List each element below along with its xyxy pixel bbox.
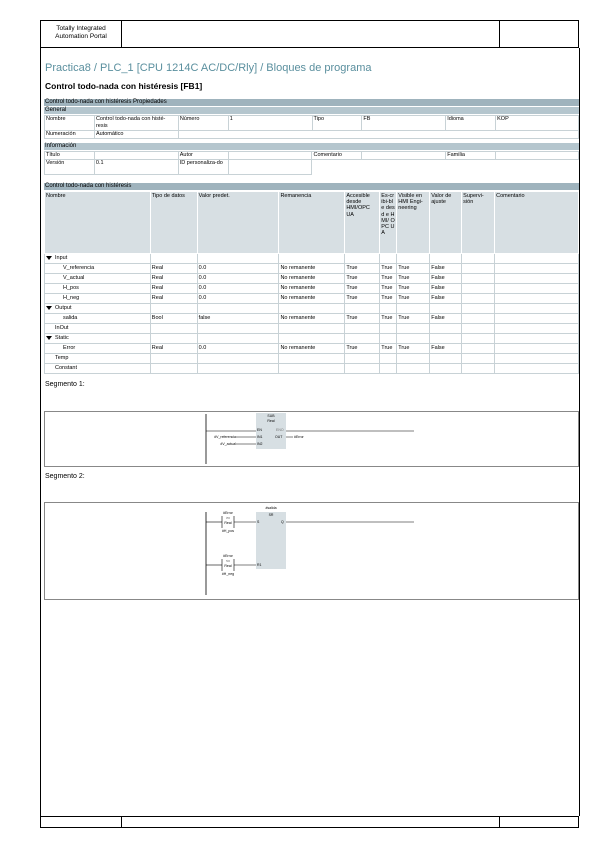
idioma-label: Idioma	[446, 116, 496, 131]
cell: True	[380, 294, 397, 304]
cell: salida	[45, 314, 151, 324]
cell: False	[430, 274, 462, 284]
cell: Real	[150, 274, 197, 284]
nombre-label: Nombre	[45, 116, 95, 131]
block-title: Control todo-nada con histéresis [FB1]	[45, 81, 203, 91]
properties-band: Control todo-nada con histéresis Propiedades	[44, 99, 579, 107]
sr-r1-label: R1	[257, 563, 262, 567]
cell: No remanente	[279, 284, 345, 294]
segment-2-label: Segmento 2:	[45, 473, 85, 480]
familia-label: Familia	[446, 152, 496, 160]
titulo-label: Título	[45, 152, 95, 160]
cell: Real	[150, 264, 197, 274]
sr-box-title: SR	[268, 513, 274, 517]
autor-label: Autor	[178, 152, 228, 160]
numeracion-label: Numeración	[45, 131, 95, 139]
col-comentario: Comentario	[495, 192, 579, 254]
cell: 0.0	[197, 284, 279, 294]
sub-in2-tag: #V_actual	[220, 442, 236, 446]
sub-in1-label: IN1	[257, 435, 263, 439]
cell: False	[430, 264, 462, 274]
sr-s-label: S	[257, 520, 260, 524]
cell: No remanente	[279, 274, 345, 284]
cell: False	[430, 284, 462, 294]
cell: True	[380, 314, 397, 324]
cell: false	[197, 314, 279, 324]
comentario-label: Comentario	[312, 152, 362, 160]
cell: No remanente	[279, 344, 345, 354]
cell: H_pos	[45, 284, 151, 294]
cell: H_neg	[45, 294, 151, 304]
sub-out-label: OUT	[275, 435, 283, 439]
contact2-type: Real	[224, 564, 232, 568]
version-label: Versión	[45, 160, 95, 175]
cell: No remanente	[279, 264, 345, 274]
sub-out-tag: #Error	[294, 435, 304, 439]
cell: No remanente	[279, 314, 345, 324]
cell: False	[430, 344, 462, 354]
sub-en-label: EN	[257, 428, 262, 432]
numeracion-value: Automático	[94, 131, 178, 139]
cell: True	[380, 264, 397, 274]
sr-q-label: Q	[281, 520, 284, 524]
cell: V_actual	[45, 274, 151, 284]
sub-box-title: SUB	[267, 414, 275, 418]
sr-db-tag: #salida	[265, 506, 277, 510]
contact2-ref: #H_neg	[221, 572, 235, 576]
section-label: Static	[55, 335, 69, 342]
cell: Real	[150, 284, 197, 294]
col-supervision: Supervi-sión	[462, 192, 495, 254]
section-label: InOut	[55, 325, 69, 332]
cell: No remanente	[279, 294, 345, 304]
cell: True	[397, 264, 430, 274]
cell: 0.0	[197, 344, 279, 354]
cell: True	[380, 344, 397, 354]
version-value: 0.1	[94, 160, 178, 175]
col-visible: Visible en HMI Engi-neering	[397, 192, 430, 254]
cell: True	[345, 274, 380, 284]
footer-divider-left	[121, 816, 122, 828]
sub-in2-label: IN2	[257, 442, 263, 446]
cell: 0.0	[197, 274, 279, 284]
contact2-tag: #Error	[223, 554, 233, 558]
section-label: Input	[55, 255, 68, 262]
segment-1-label: Segmento 1:	[45, 381, 85, 388]
sub-eno-label: ENO	[276, 428, 284, 432]
cell: 0.0	[197, 264, 279, 274]
contact1-type: Real	[224, 521, 232, 525]
numero-value: 1	[228, 116, 312, 131]
col-nombre: Nombre	[45, 192, 151, 254]
cell: Real	[150, 294, 197, 304]
tipo-value: FB	[362, 116, 446, 131]
section-label: Temp	[55, 355, 69, 362]
section-label: Constant	[55, 365, 78, 372]
header-title-line2: Automation Portal	[55, 33, 107, 40]
header-title-line1: Totally Integrated	[56, 25, 106, 32]
cell: True	[397, 294, 430, 304]
cell: False	[430, 294, 462, 304]
col-tipo-datos: Tipo de datos	[150, 192, 197, 254]
footer-divider-right	[499, 816, 500, 828]
cell: True	[345, 294, 380, 304]
numero-label: Número	[178, 116, 228, 131]
cell: Real	[150, 344, 197, 354]
cell: True	[397, 274, 430, 284]
tipo-label: Tipo	[312, 116, 362, 131]
cell: Error	[45, 344, 151, 354]
col-escribible: Es-cribi-ble desd e HMI/ OPC UA	[380, 192, 397, 254]
contact1-ref: #H_pos	[221, 529, 235, 533]
col-accesible: Accesible desde HMI/OPC UA	[345, 192, 380, 254]
idioma-value: KOP	[496, 116, 579, 131]
sub-in1-tag: #V_referencia	[214, 435, 236, 439]
nombre-value: Control todo-nada con histé-resis	[94, 116, 178, 131]
sub-box-type: Real	[267, 419, 275, 423]
cell: True	[345, 284, 380, 294]
cell: Bool	[150, 314, 197, 324]
col-valor-predet: Valor predet.	[197, 192, 279, 254]
cell: False	[430, 314, 462, 324]
cell: True	[345, 264, 380, 274]
id-personalizado-label: ID personaliza-do	[178, 160, 228, 175]
breadcrumb: Practica8 / PLC_1 [CPU 1214C AC/DC/Rly] / Bloques de programa	[45, 62, 372, 74]
cell: True	[397, 284, 430, 294]
cell: True	[345, 344, 380, 354]
contact2-op: <=	[225, 559, 231, 563]
cell: True	[380, 284, 397, 294]
col-remanencia: Remanencia	[279, 192, 345, 254]
interface-band: Control todo-nada con histéresis	[44, 183, 579, 191]
cell: True	[397, 314, 430, 324]
cell: True	[345, 314, 380, 324]
cell: True	[380, 274, 397, 284]
col-valor-ajuste: Valor de ajuste	[430, 192, 462, 254]
cell: 0.0	[197, 294, 279, 304]
general-band: General	[44, 107, 579, 115]
contact1-tag: #Error	[223, 511, 233, 515]
informacion-band: Información	[44, 143, 579, 151]
cell: True	[397, 344, 430, 354]
section-label: Output	[55, 305, 72, 312]
contact1-op: >=	[225, 516, 231, 520]
cell: V_referencia	[45, 264, 151, 274]
